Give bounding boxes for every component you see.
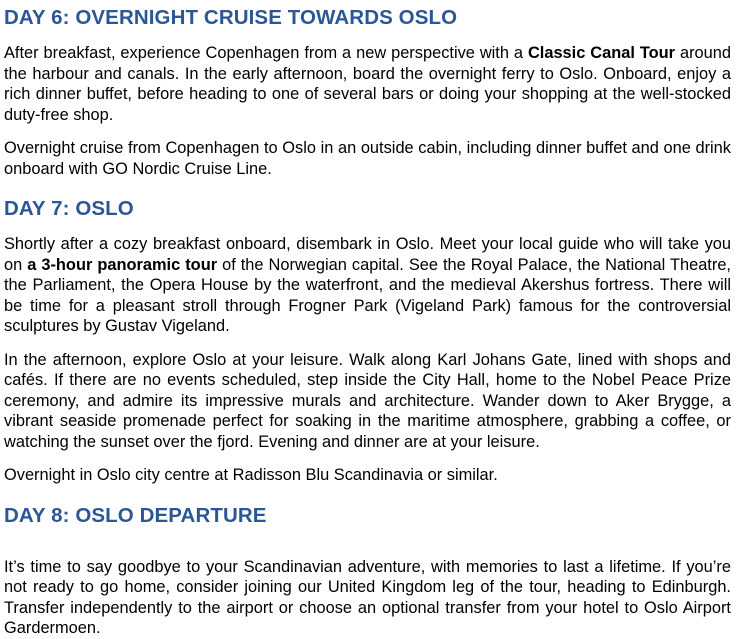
day-7-paragraph-1-text-end: of the Norwegian capital. See the Royal Palace, the National Theatre, the Parliament, the Opera House by the waterfront, and the medieval Akershus fortress. There will be time for a pleasant stroll through Frogner Park (Vigeland Park) famous for the controversial sculptures by Gustav Vigeland. <box>4 255 731 335</box>
day-6-paragraph-1-text-end: around the harbour and canals. In the early afternoon, board the overnight ferry to Oslo. Onboard, enjoy a rich dinner buffet, before heading to one of several bars or doing your shopping at the well-stocked duty-free shop. <box>4 44 731 124</box>
day-6-paragraph-2: Overnight cruise from Copenhagen to Oslo in an outside cabin, including dinner buffet and one drink onboard with GO Nordic Cruise Line. <box>4 139 731 178</box>
panoramic-tour-highlight: a 3-hour panoramic tour <box>27 255 218 274</box>
day-7-paragraph-1 <box>4 234 731 337</box>
day-6-paragraph-1 <box>4 43 731 125</box>
day-8-heading: DAY 8: OSLO DEPARTURE <box>4 503 267 527</box>
day-7-section <box>4 197 731 486</box>
day-6-section <box>4 6 731 179</box>
day-8-paragraph-1: It’s time to say goodbye to your Scandinavian adventure, with memories to last a lifetime. If you’re not ready to go home, consider joining our United Kingdom leg of the tour, heading to Edinburgh. Transfer independently to the airport or choose an optional transfer from your hotel to Oslo Airport Gardermoen. <box>4 557 731 637</box>
day-7-paragraph-2: In the afternoon, explore Oslo at your leisure. Walk along Karl Johans Gate, lined with shops and cafés. If there are no events scheduled, step inside the City Hall, home to the Nobel Peace Prize ceremony, and admire its impressive murals and architecture. Wander down to Aker Brygge, a vibrant seaside promenade perfect for soaking in the maritime atmosphere, grabbing a coffee, or watching the sunset over the fjord. Evening and dinner are at your leisure. <box>4 350 731 451</box>
day-7-heading: DAY 7: OSLO <box>4 197 134 220</box>
day-7-paragraph-1-text-start: Shortly after a cozy breakfast onboard, disembark in Oslo. Meet your local guide who will take you on <box>4 235 731 274</box>
day-7-paragraph-3: Overnight in Oslo city centre at Radisson Blu Scandinavia or similar. <box>4 466 498 484</box>
day-6-heading: DAY 6: OVERNIGHT CRUISE TOWARDS OSLO <box>4 6 458 29</box>
day-6-paragraph-1-text-start: After breakfast, experience Copenhagen from a new perspective with a <box>4 44 528 62</box>
classic-canal-tour-highlight: Classic Canal Tour <box>527 44 676 62</box>
day-8-section <box>4 504 731 639</box>
